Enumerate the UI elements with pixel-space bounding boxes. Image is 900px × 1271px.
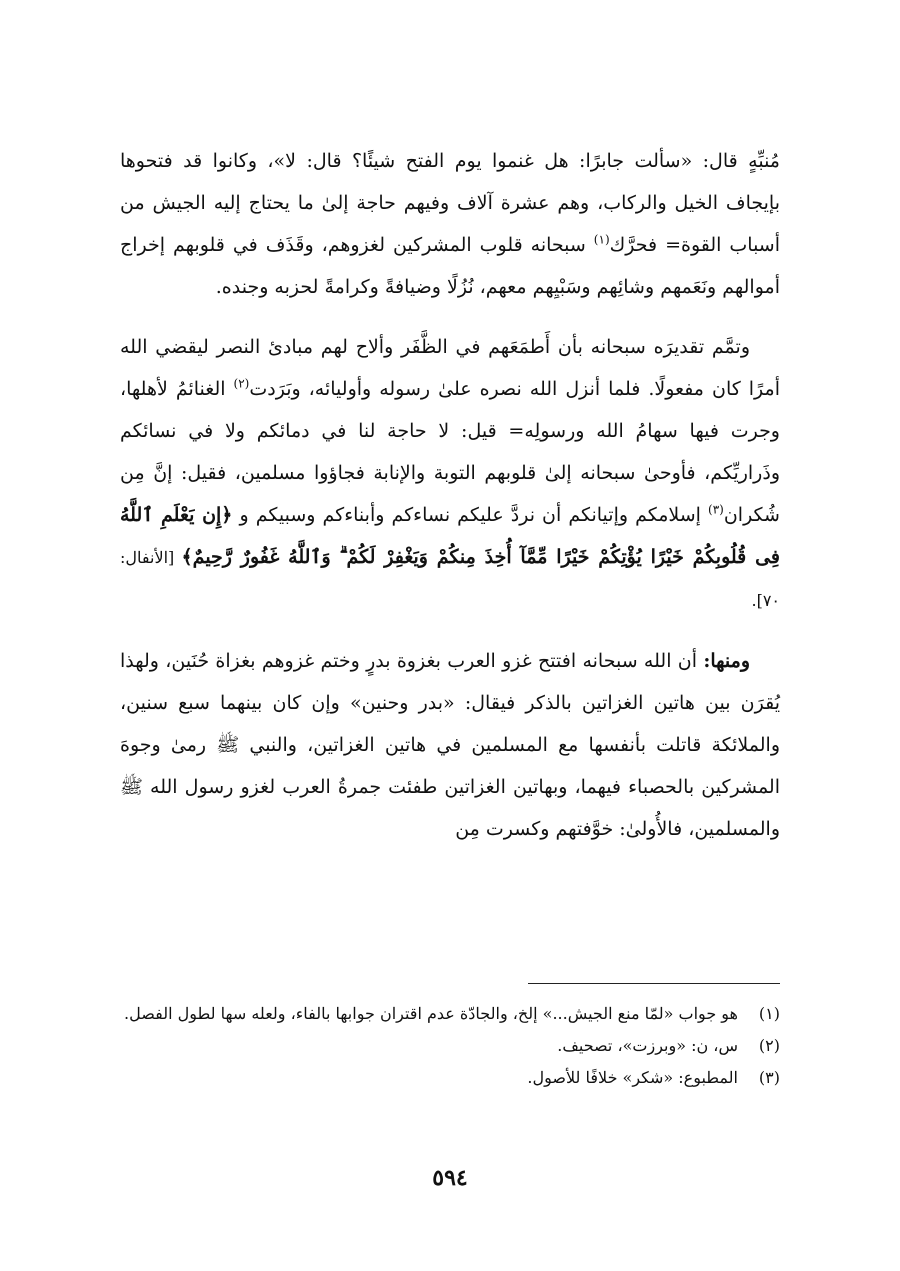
paragraph-3-lead: ومنها:	[703, 650, 750, 672]
footnote-number: (٢)	[758, 1036, 780, 1055]
footnote-text: س، ن: «وبرزت»، تصحيف.	[557, 1036, 738, 1055]
paragraph-3	[120, 640, 780, 850]
footnote-ref-2[interactable]: (٢)	[233, 376, 250, 391]
paragraph-1-part-b: سبحانه قلوب المشركين لغزوهم، وقَذَف في قلوبهم إخراج أموالهم ونَعَمهم وشائِهم وسَبْيِهم معهم، نُزُلًا وضيافةً وكرامةً لحزبه وجنده.	[120, 234, 780, 298]
paragraph-2-part-b: الغنائمُ لأهلها، وجرت فيها سهامُ الله ورسولِه= قيل: لا حاجة لنا في دمائكم ولا في نسائكم وذَراريِّكم، فأوحىٰ سبحانه إلىٰ قلوبهم التوبة والإنابة فجاؤوا مسلمين، فقيل: إنَّ مِن شُكران	[120, 378, 780, 526]
paragraph-2-part-a: وتمَّم تقديرَه سبحانه بأن أَطمَعَهم في الظَّفَر وألاح لهم مبادئ النصر ليقضي الله أمرًا كان مفعولًا. فلما أنزل الله نصره علىٰ رسوله وأوليائه، وبَرَدت	[120, 336, 780, 400]
page-number: ٥٩٤	[432, 1165, 468, 1191]
footnotes	[120, 998, 780, 1094]
footnote-number: (٣)	[758, 1068, 780, 1087]
paragraph-2-part-c: إسلامكم وإتيانكم أن نردَّ عليكم نساءكم وأبناءكم وسبيكم و	[232, 504, 709, 526]
footnote-2	[120, 1030, 780, 1062]
paragraph-1-part-a: مُنبِّهٍ قال: «سألت جابرًا: هل غنموا يوم الفتح شيئًا؟ قال: لا»، وكانوا قد فتحوها بإيجاف الخيل والركاب، وهم عشرة آلاف وفيهم حاجة إلىٰ ما يحتاج إليه الجيش من أسباب القوة= فحرَّك	[120, 150, 780, 256]
footnote-3	[120, 1062, 780, 1094]
paragraph-1	[120, 140, 780, 308]
footnote-1	[120, 998, 780, 1030]
footnote-text: هو جواب «لمّا منع الجيش...» إلخ، والجادّة عدم اقتران جوابها بالفاء، ولعله سها لطول الفصل.	[124, 1004, 738, 1023]
paragraph-3-part-a: أن الله سبحانه افتتح غزو العرب بغزوة بدرٍ وختم غزوهم بغزاة حُنَين، ولهذا يُقرَن بين هاتين الغزاتين بالذكر فيقال: «بدر وحنين» وإن كان بينهما سبع سنين، والملائكة قاتلت بأنفسها مع المسلمين في هاتين الغزاتين، والنبي ﷺ رمىٰ وجوهَ المشركين بالحصباء فيهما، وبهاتين الغزاتين طفئت جمرةُ العرب لغزو رسول الله ﷺ والمسلمين، فالأُولىٰ: خوَّفتهم وكسرت مِن	[120, 650, 780, 840]
footnote-text: المطبوع: «شكر» خلافًا للأصول.	[527, 1068, 738, 1087]
main-text	[120, 140, 780, 850]
footnote-divider	[528, 983, 780, 984]
footnote-ref-3[interactable]: (٣)	[708, 502, 724, 517]
verse-reference: [الأنفال: ٧٠].	[120, 548, 780, 610]
footnote-number: (١)	[758, 1004, 780, 1023]
footnote-ref-1[interactable]: (١)	[593, 232, 610, 247]
quran-verse: ﴿إِن يَعْلَمِ ٱللَّهُ فِى قُلُوبِكُمْ خَيْرًا يُؤْتِكُمْ خَيْرًا مِّمَّآ أُخِذَ مِنكُمْ وَيَغْفِرْ لَكُمْ ۗ وَٱللَّهُ غَفُورٌ رَّحِيمٌ﴾	[120, 504, 780, 568]
paragraph-2	[120, 326, 780, 622]
